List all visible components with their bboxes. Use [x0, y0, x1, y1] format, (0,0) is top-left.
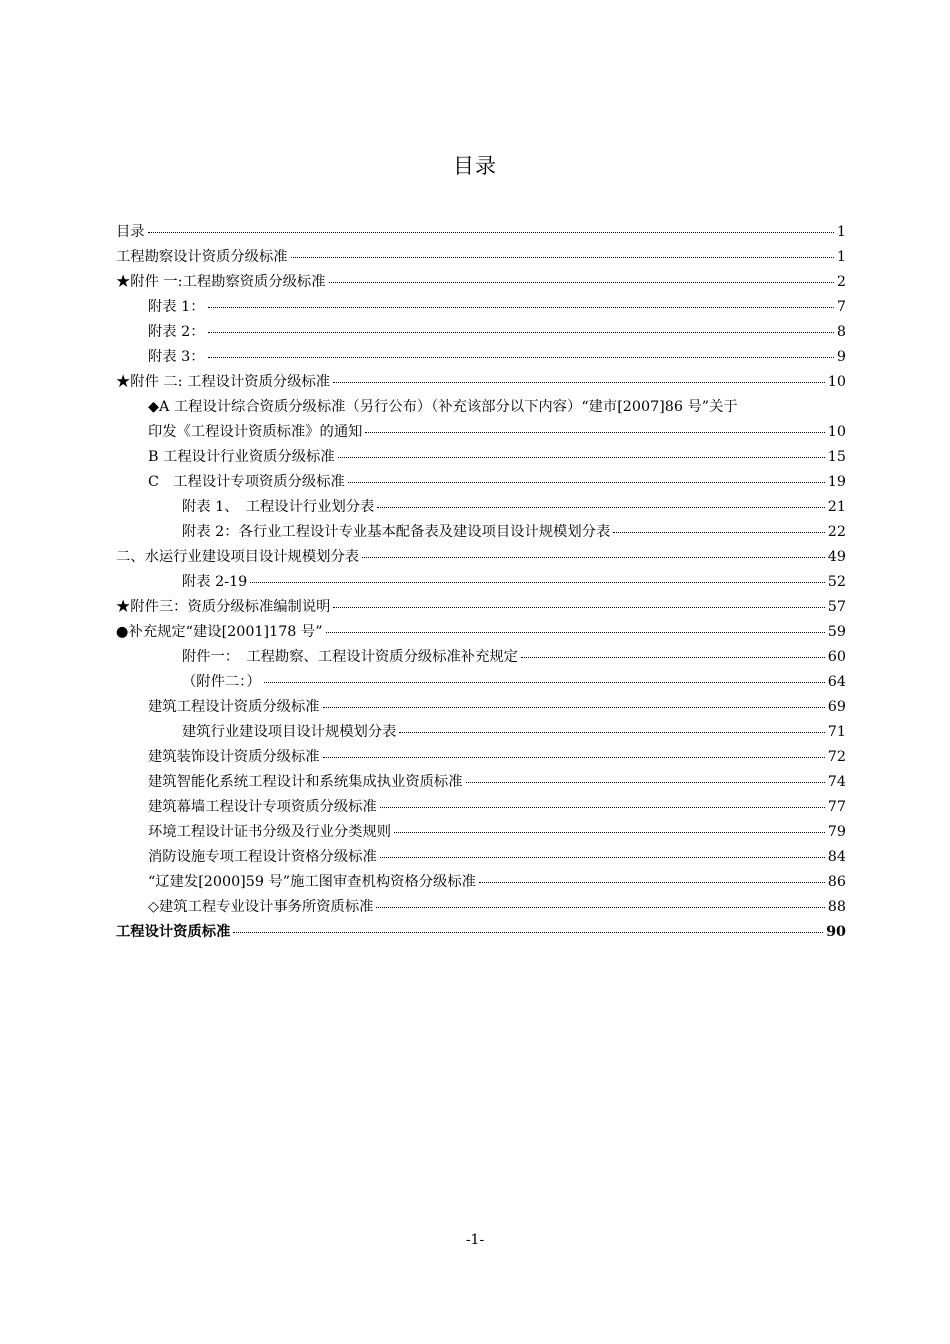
- toc-entry-label: 附表 1：: [148, 299, 205, 315]
- toc-entry-page: 88: [827, 899, 846, 915]
- leader-dots: [323, 757, 825, 758]
- toc-entry-page: 79: [827, 824, 846, 840]
- toc-entry[interactable]: [116, 720, 846, 745]
- toc-entry-label: C 工程设计专项资质分级标准: [148, 474, 345, 490]
- page-title: 目录: [453, 154, 497, 178]
- leader-dots: [333, 607, 824, 608]
- toc-entry-label: 环境工程设计证书分级及行业分类规则: [148, 824, 392, 840]
- toc-entry[interactable]: [116, 770, 846, 795]
- toc-entry[interactable]: [116, 795, 846, 820]
- toc-entry[interactable]: [116, 745, 846, 770]
- toc-entry-page: 69: [827, 699, 846, 715]
- leader-dots: [148, 232, 834, 233]
- leader-dots: [333, 382, 825, 383]
- toc-entry-label: 目录: [116, 224, 145, 240]
- toc-entry[interactable]: [116, 645, 846, 670]
- toc-entry[interactable]: [116, 920, 846, 945]
- leader-dots: [394, 832, 825, 833]
- toc-entry-label: 附表 2：: [148, 324, 205, 340]
- toc-entry-label: “辽建发[2000]59 号”施工图审查机构资格分级标准: [148, 874, 476, 890]
- toc-entry[interactable]: [116, 870, 846, 895]
- toc-entry-page: 19: [827, 474, 846, 490]
- toc-entry-label: 工程勘察设计资质分级标准: [116, 249, 288, 265]
- toc-entry-label: 建筑工程设计资质分级标准: [148, 699, 320, 715]
- toc-entry-label-line1[interactable]: ◆A 工程设计综合资质分级标准（另行公布）（补充该部分以下内容）“建市[2007]86 号”关于: [148, 399, 738, 415]
- toc-entry-page: 86: [827, 874, 846, 890]
- toc-entry-page: 77: [827, 799, 846, 815]
- leader-dots: [208, 307, 834, 308]
- leader-dots: [399, 732, 824, 733]
- toc-entry[interactable]: [116, 370, 846, 395]
- toc-entry-page: 22: [827, 524, 846, 540]
- toc-entry-label: ●补充规定“建设[2001]178 号”: [116, 624, 323, 640]
- leader-dots: [380, 807, 825, 808]
- toc-entry-page: 60: [827, 649, 846, 665]
- toc-entry-label: 附表 2-19: [182, 574, 248, 590]
- leader-dots: [376, 907, 824, 908]
- toc-entry-label: 工程设计资质标准: [116, 924, 231, 940]
- toc-entry[interactable]: [116, 320, 846, 345]
- toc-entry[interactable]: [116, 620, 846, 645]
- leader-dots: [380, 857, 825, 858]
- leader-dots: [521, 657, 825, 658]
- toc-entry-page: 52: [827, 574, 846, 590]
- leader-dots: [208, 332, 834, 333]
- toc-entry[interactable]: [116, 520, 846, 545]
- leader-dots: [291, 257, 834, 258]
- toc-entry[interactable]: [116, 695, 846, 720]
- toc-entry[interactable]: [116, 545, 846, 570]
- toc-entry-page: 10: [827, 374, 846, 390]
- page-number: -1-: [465, 1232, 485, 1248]
- toc-entry-label: 建筑智能化系统工程设计和系统集成执业资质标准: [148, 774, 463, 790]
- leader-dots: [323, 707, 825, 708]
- toc-entry-page: 15: [827, 449, 846, 465]
- toc-entry-label: 附表 2：各行业工程设计专业基本配备表及建设项目设计规模划分表: [182, 524, 611, 540]
- toc-entry[interactable]: [116, 445, 846, 470]
- toc-entry[interactable]: [116, 495, 846, 520]
- toc-entry[interactable]: [116, 295, 846, 320]
- toc-entry-page: 10: [827, 424, 846, 440]
- toc-entry-page: 8: [836, 324, 846, 340]
- toc-entry-page: 9: [836, 349, 846, 365]
- toc-entry[interactable]: [116, 220, 846, 245]
- toc-entry[interactable]: [116, 820, 846, 845]
- toc-entry-page: 72: [827, 749, 846, 765]
- leader-dots: [326, 632, 825, 633]
- toc-entry-label: 建筑装饰设计资质分级标准: [148, 749, 320, 765]
- leader-dots: [338, 457, 825, 458]
- toc-entry-label: B 工程设计行业资质分级标准: [148, 449, 335, 465]
- toc-entry[interactable]: [116, 420, 846, 445]
- toc-entry-page: 57: [827, 599, 846, 615]
- leader-dots: [250, 582, 825, 583]
- toc-entry-label: ★附件 一:工程勘察资质分级标准: [116, 274, 326, 290]
- toc-entry-page: 49: [827, 549, 846, 565]
- toc-entry-page: 71: [827, 724, 846, 740]
- leader-dots: [208, 357, 834, 358]
- leader-dots: [362, 557, 825, 558]
- leader-dots: [233, 932, 823, 933]
- leader-dots: [613, 532, 825, 533]
- toc-entry-page: 2: [836, 274, 846, 290]
- toc-entry-page: 59: [827, 624, 846, 640]
- toc-entry-page: 74: [827, 774, 846, 790]
- toc-entry-label: 消防设施专项工程设计资格分级标准: [148, 849, 377, 865]
- toc-entry[interactable]: [116, 270, 846, 295]
- leader-dots: [466, 782, 825, 783]
- leader-dots: [348, 482, 825, 483]
- table-of-contents: [116, 220, 846, 945]
- toc-entry-page: 64: [827, 674, 846, 690]
- toc-entry-page: 1: [836, 249, 846, 265]
- toc-entry-label: ★附件三：资质分级标准编制说明: [116, 599, 331, 615]
- toc-entry-label: ◇建筑工程专业设计事务所资质标准: [148, 899, 374, 915]
- toc-entry-label: 印发《工程设计资质标准》的通知: [148, 424, 363, 440]
- toc-entry-label: （附件二：）: [182, 674, 261, 690]
- toc-entry[interactable]: [116, 570, 846, 595]
- toc-entry-page: 21: [827, 499, 846, 515]
- toc-entry[interactable]: [116, 845, 846, 870]
- toc-entry-label: ★附件 二: 工程设计资质分级标准: [116, 374, 331, 390]
- leader-dots: [329, 282, 834, 283]
- toc-entry-page: 7: [836, 299, 846, 315]
- toc-entry-label: 附件一： 工程勘察、工程设计资质分级标准补充规定: [182, 649, 518, 665]
- toc-entry[interactable]: [116, 595, 846, 620]
- toc-entry[interactable]: [116, 470, 846, 495]
- leader-dots: [377, 507, 824, 508]
- leader-dots: [365, 432, 824, 433]
- toc-entry[interactable]: [116, 895, 846, 920]
- leader-dots: [264, 682, 825, 683]
- toc-entry-label: 附表 3：: [148, 349, 205, 365]
- toc-entry-page: 1: [836, 224, 846, 240]
- toc-entry-label: 建筑幕墙工程设计专项资质分级标准: [148, 799, 377, 815]
- toc-entry-label: 二、水运行业建设项目设计规模划分表: [116, 549, 360, 565]
- toc-entry-label: 附表 1、 工程设计行业划分表: [182, 499, 375, 515]
- leader-dots: [479, 882, 825, 883]
- toc-entry[interactable]: [116, 345, 846, 370]
- toc-entry-page: 90: [826, 924, 846, 940]
- toc-entry[interactable]: [116, 245, 846, 270]
- toc-entry[interactable]: [116, 670, 846, 695]
- toc-entry-label: 建筑行业建设项目设计规模划分表: [182, 724, 397, 740]
- toc-entry-page: 84: [827, 849, 846, 865]
